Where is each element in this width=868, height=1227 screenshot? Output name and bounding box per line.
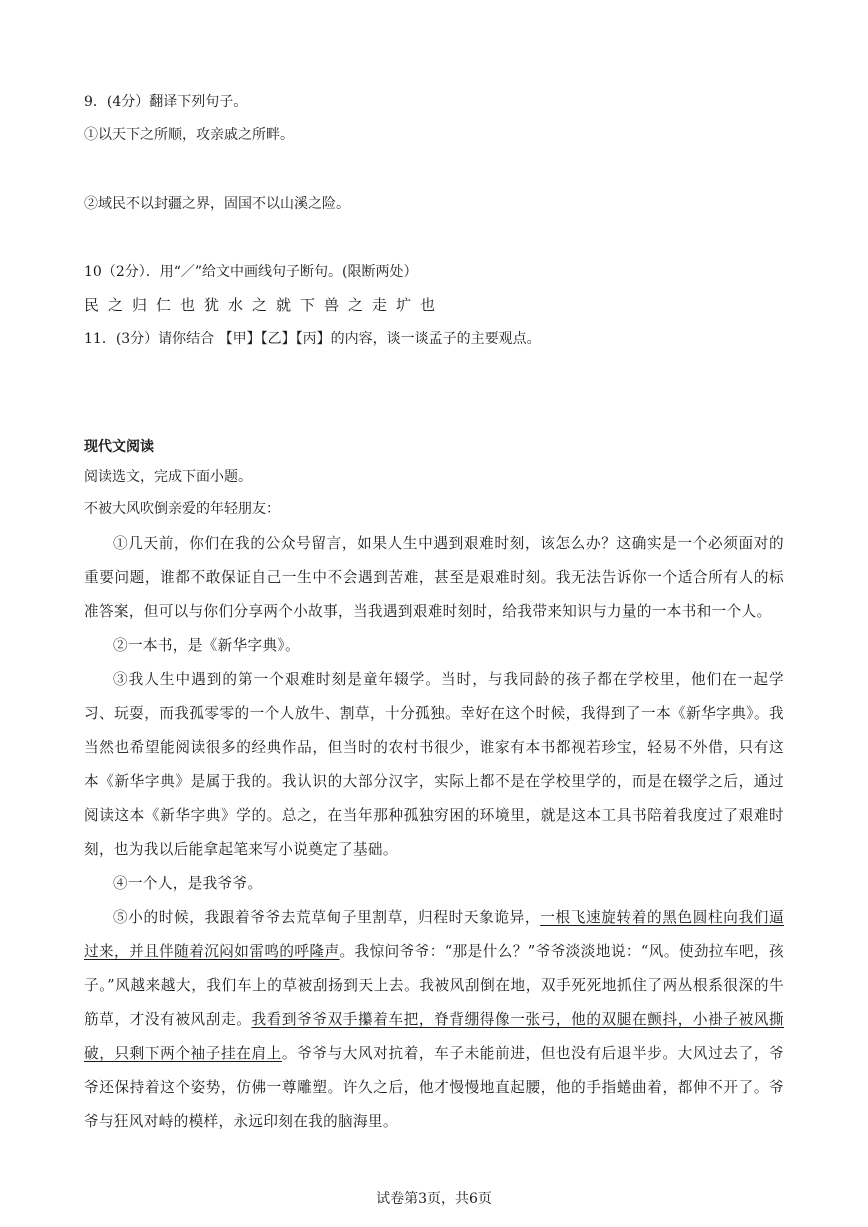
reading-instruction: 阅读选文，完成下面小题。 bbox=[84, 469, 252, 485]
paragraph-1: ①几天前，你们在我的公众号留言，如果人生中遇到艰难时刻，该怎么办？这确实是一个必须面对的重要问题，谁都不敢保证自己一生中不会遇到苦难，甚至是艰难时刻。我无法告诉你一个适合所有人的标准答案，但可以与你们分享两个小故事，当我遇到艰难时刻时，给我带来知识与力量的一本书和一个人。 bbox=[84, 535, 784, 620]
paragraph-3: ③我人生中遇到的第一个艰难时刻是童年辍学。当时，与我同龄的孩子都在学校里，他们在一起学习、玩耍，而我孤零零的一个人放牛、割草，十分孤独。幸好在这个时候，我得到了一本《新华字典》。我当然也希望能阅读很多的经典作品，但当时的农村书很少，谁家有本书都视若珍宝，轻易不外借，只有这本《新华字典》是属于我的。我认识的大部分汉字，实际上都不是在学校里学的，而是在辍学之后，通过阅读这本《新华字典》学的。总之，在当年那种孤独穷困的环境里，就是这本工具书陪着我度过了艰难时刻，也为我以后能拿起笔来写小说奠定了基础。 bbox=[84, 671, 784, 858]
underlined-sentence-1: 一根飞速旋转着的黑色圆柱向我们逼过来，并且伴随着沉闷如雷鸣的呼隆声 bbox=[84, 909, 784, 960]
paragraph-5-text-2: 。我惊问爷爷：“那是什么？”爷爷淡淡地说：“风。使劲拉车吧，孩子。”风越来越大，我们车上的草被刮扬到天上去。我被风刮倒在地，双手死死地抓住了两丛根系很深的牛筋草，才没有被风刮走。 bbox=[84, 943, 784, 1028]
question-9-item-1: ①以天下之所顺，攻亲戚之所畔。 bbox=[84, 127, 294, 143]
paragraph-5 bbox=[84, 901, 784, 1139]
question-10-heading: 10（2分）．用“／”给文中画线句子断句。(限断两处） bbox=[84, 264, 418, 280]
question-9-item-2: ②域民不以封疆之界，固国不以山溪之险。 bbox=[84, 196, 350, 212]
letter-salutation: 不被大风吹倒亲爱的年轻朋友： bbox=[84, 501, 280, 517]
question-11-heading: 11．(3分）请你结合 【甲】【乙】【丙】的内容，谈一谈孟子的主要观点。 bbox=[84, 331, 541, 347]
question-10-sentence: 民之归仁也犹水之就下兽之走圹也 bbox=[84, 296, 445, 314]
page-footer: 试卷第3页，共6页 bbox=[376, 1191, 492, 1207]
section-title: 现代文阅读 bbox=[84, 439, 154, 455]
question-9-heading: 9．(4分）翻译下列句子。 bbox=[84, 94, 248, 110]
paragraph-4: ④一个人，是我爷爷。 bbox=[113, 875, 263, 892]
paragraph-5-text-1: ⑤小的时候，我跟着爷爷去荒草甸子里割草，归程时天象诡异， bbox=[113, 909, 541, 926]
underlined-sentence-2: 我看到爷爷双手攥着车把，脊背绷得像一张弓，他的双腿在颤抖，小褂子被风撕破，只剩下两个袖子挂在肩上 bbox=[84, 1011, 784, 1062]
paragraph-5-text-3: 。爷爷与大风对抗着，车子未能前进，但也没有后退半步。大风过去了，爷爷还保持着这个姿势，仿佛一尊雕塑。许久之后，他才慢慢地直起腰，他的手指蜷曲着，都伸不开了。爷爷与狂风对峙的模样，永远印刻在我的脑海里。 bbox=[84, 1045, 784, 1130]
paragraph-2: ②一本书，是《新华字典》。 bbox=[113, 637, 300, 654]
